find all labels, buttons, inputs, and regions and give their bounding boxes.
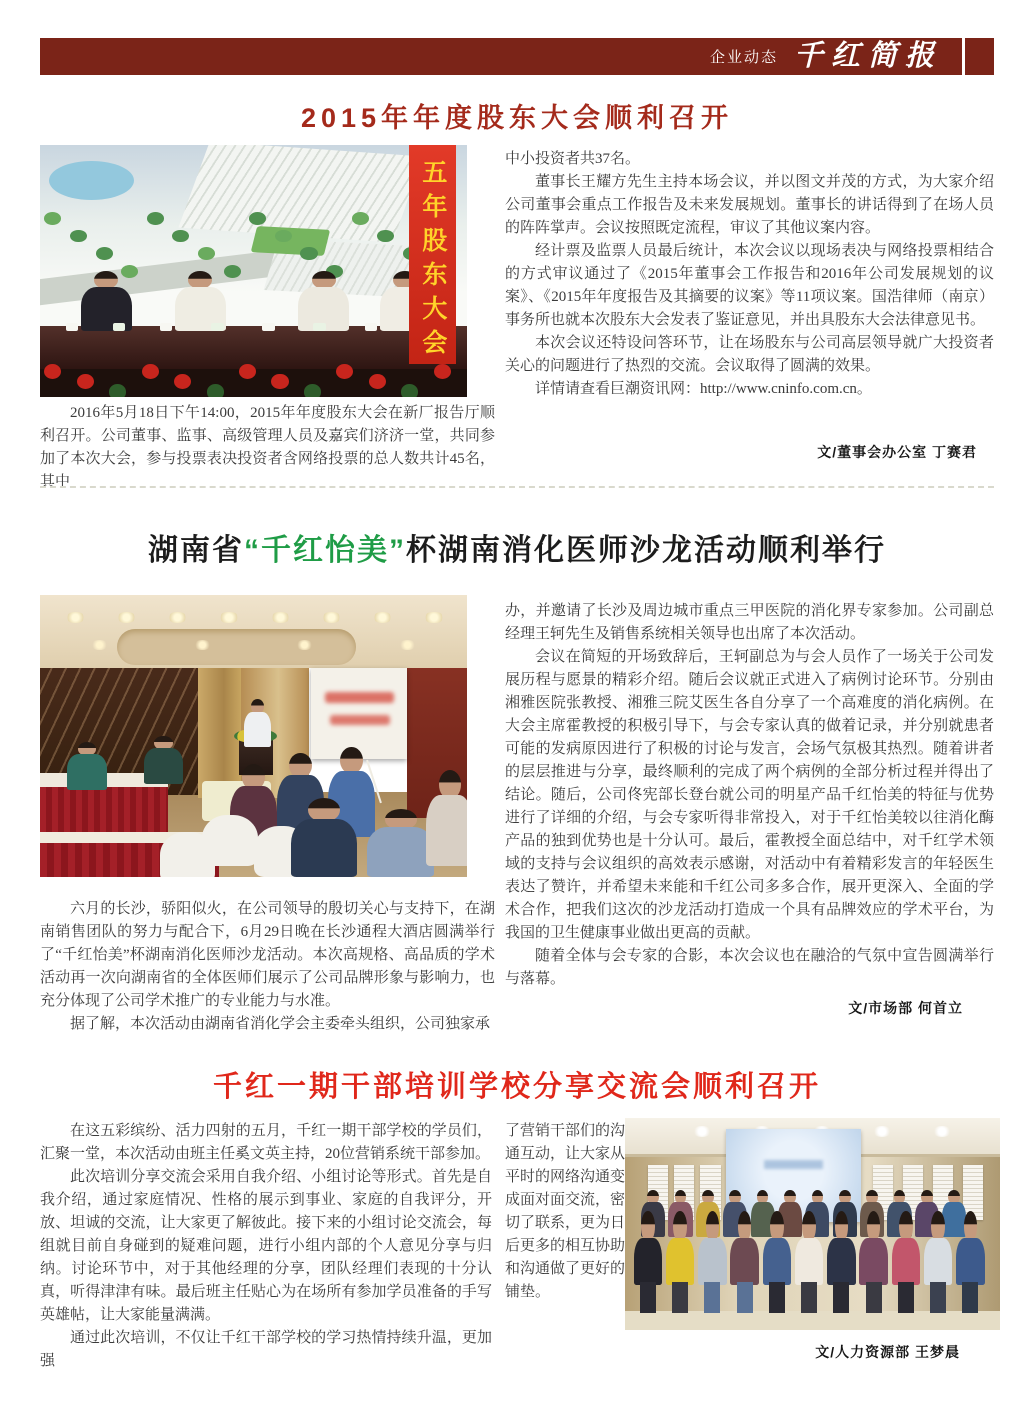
paragraph: 六月的长沙，骄阳似火，在公司领导的殷切关心与支持下，在湖南销售团队的努力与配合下，6月29日晚在长沙通程大酒店圆满举行了“千红怡美”杯湖南消化医师沙龙活动。本次高规格、高品质的学术活动再一次向湖南省的全体医师们展示了公司品牌形象与影响力，也充分体现了公司学术推广的专业能力与水准。 [40, 901, 495, 1009]
paragraph: 在这五彩缤纷、活力四射的五月，千红一期干部学校的学员们，汇聚一堂，本次活动由班主任奚文英主持，20位营销系统干部参加。 [40, 1123, 492, 1162]
person-legs [930, 1282, 946, 1313]
person-torso [634, 1238, 662, 1285]
paragraph: 会议在简短的开场致辞后，王轲副总为与会人员作了一场关于公司发展历程与愿景的精彩介绍。随后会议就正式进入了病例讨论环节。分别由湘雅医院张教授、湘雅三院艾医生各自分享了一个高难度的消化病例。在大会主席霍教授的积极引导下，与会专家认真的做着记录，并分别就患者可能的发病原因进行了积极的讨论与发言，会场气氛极其热烈。随着讲者的层层推进与分享，最终顺利的完成了两个病例的全部分析过程并得出了结论。随后，公司佟宪部长登台就公司的明星产品千红怡美的特征与优势进行了详细的介绍，与会专家听得非常投入，对于千红怡美较以往消化酶产品的独到优势也是十分认可。最后，霍教授全面总结中，对千红学术领域的支持与会议组织的高效表示感谢，对活动中有着精彩发言的年轻医生表达了赞许，并希望未来能和千红公司多多合作，展开更深入、全面的学术合作，把我们这次的沙龙活动打造成一个具有品牌效应的学术平台，为我国的卫生健康事业做出更高的贡献。 [505, 649, 994, 941]
paragraph: 据了解，本次活动由湖南省消化学会主委牵头组织，公司独家承 [70, 1016, 491, 1032]
person-legs [801, 1282, 817, 1313]
person-legs [962, 1282, 978, 1313]
article1-right-column [505, 148, 994, 401]
person-torso [892, 1238, 920, 1285]
article3-byline: 文/人力资源部 王梦晨 [815, 1344, 960, 1360]
photo-person [794, 1211, 825, 1313]
photo1-flower-row [40, 145, 467, 397]
person-legs [833, 1282, 849, 1313]
flower-dot [77, 374, 94, 389]
photo1-red-banner [409, 145, 456, 364]
person-torso [426, 795, 467, 866]
article3-title: 千红一期干部培训学校分享交流会顺利召开 [212, 1071, 821, 1103]
flower-dot [109, 384, 126, 397]
photo-person [762, 1211, 793, 1313]
person-legs [769, 1282, 785, 1313]
flower-dot [207, 384, 224, 397]
flower-dot [336, 364, 353, 379]
paragraph: 通过此次培训，不仅让千红干部学校的学习热情持续升温，更加强 [40, 1330, 492, 1369]
person-torso [763, 1238, 791, 1285]
person-legs [737, 1282, 753, 1313]
chair-cover [160, 832, 216, 877]
person-legs [704, 1282, 720, 1313]
flower-dot [174, 374, 191, 389]
header-bar-end-divider [962, 38, 965, 75]
person-torso [666, 1238, 694, 1285]
header-section-label: 企业动态 [709, 49, 778, 66]
article2-title-prefix: 湖南省 [148, 534, 244, 567]
paragraph: 办，并邀请了长沙及周边城市重点三甲医院的消化界专家参加。公司副总经理王轲先生及销售系统相关领导也出席了本次活动。 [505, 603, 994, 642]
section-divider [40, 486, 994, 488]
article2-byline: 文/市场部 何首立 [848, 1000, 963, 1016]
flower-dot [44, 364, 61, 379]
photo-person [955, 1211, 986, 1313]
photo-person [288, 798, 361, 877]
person-legs [866, 1282, 882, 1313]
paragraph: 2016年5月18日下午14:00，2015年年度股东大会在新厂报告厅顺利召开。公司董事、监事、高级管理人员及嘉宾们济济一堂，共同参加了本次大会，参与投票表决投资者含网络投票的总人数共计45名，其中 [40, 405, 495, 490]
person-torso [859, 1238, 887, 1285]
photo-person [697, 1211, 728, 1313]
photo-person [858, 1211, 889, 1313]
person-torso [698, 1238, 726, 1285]
person-torso [827, 1238, 855, 1285]
paragraph: 本次会议还特设问答环节，让在场股东与公司高层领导就广大投资者关心的问题进行了热烈的交流。会议取得了圆满的效果。 [505, 335, 994, 374]
header-brand-title: 千红简报 [793, 40, 942, 72]
flower-dot [401, 384, 418, 397]
person-legs [898, 1282, 914, 1313]
person-torso [67, 754, 106, 789]
flower-dot [271, 374, 288, 389]
flower-dot [142, 364, 159, 379]
photo-person [665, 1211, 696, 1313]
photo1-banner-text: 五年股东大会 [418, 159, 447, 363]
article2-title-highlight: “千红怡美” [244, 534, 406, 567]
article1-left-column [40, 402, 495, 494]
article1-title: 2015年年度股东大会顺利召开 [300, 103, 734, 133]
photo-person [826, 1211, 857, 1313]
photo3-group-people [625, 1118, 1000, 1330]
article2-right-column [505, 600, 994, 991]
header-bar [40, 38, 994, 75]
article2-left-column [40, 898, 495, 1036]
paragraph: 董事长王耀方先生主持本场会议，并以图文并茂的方式，为大家介绍公司董事会重点工作报告及未来发展规划。董事长的讲话得到了在场人员的阵阵掌声。会议按照既定流程，审议了其他议案内容。 [505, 174, 994, 236]
photo2-audience [40, 595, 467, 877]
person-torso [730, 1238, 758, 1285]
paragraph: 此次培训分享交流会采用自我介绍、小组讨论等形式。首先是自我介绍，通过家庭情况、性格的展示到事业、家庭的自我评分，开放、坦诚的交流，让大家更了解彼此。接下来的小组讨论交流会，每组就目前自身碰到的疑难问题，进行小组内部的个人意见分享与归纳。讨论环节中，对于其他经理的分享，团队经理们表现的十分认真，听得津津有味。最后班主任贴心为在场所有参加学员准备的手写英雄帖，让大家能量满满。 [40, 1169, 492, 1323]
photo-person [66, 742, 109, 790]
article1-byline: 文/董事会办公室 丁赛君 [817, 444, 977, 460]
person-torso [144, 748, 183, 783]
article2-photo-salon-meeting [40, 595, 467, 877]
article2-title [40, 525, 994, 569]
person-torso [291, 819, 358, 877]
flower-dot [239, 364, 256, 379]
paragraph: 中小投资者共37名。 [505, 151, 641, 167]
photo-person [891, 1211, 922, 1313]
paragraph: 详情请查看巨潮资讯网：http://www.cninfo.com.cn。 [535, 381, 872, 397]
photo-person [424, 770, 467, 866]
paragraph: 经计票及监票人员最后统计，本次会议以现场表决与网络投票相结合的方式审议通过了《2015年董事会工作报告和2016年公司发展规划的议案》、《2015年年度报告及其摘要的议案》等11项议案。国浩律师（南京）事务所也就本次股东大会发表了鉴证意见，并出具股东大会法律意见书。 [505, 243, 994, 328]
person-torso [956, 1238, 984, 1285]
article3-photo-group-photo [625, 1118, 1000, 1330]
article2-title-suffix: 杯湖南消化医师沙龙活动顺利举行 [406, 534, 886, 567]
person-torso [924, 1238, 952, 1285]
article3-left-column [40, 1120, 492, 1373]
photo-person [729, 1211, 760, 1313]
flower-dot [304, 384, 321, 397]
person-torso [795, 1238, 823, 1285]
flower-dot [434, 364, 451, 379]
paragraph: 了营销干部们的沟通互动，让大家从平时的网络沟通变成面对面交流，密切了联系，更为日后更多的相互协助和沟通做了更好的铺垫。 [505, 1123, 626, 1300]
article3-middle-column [505, 1120, 625, 1304]
paragraph: 随着全体与会专家的合影，本次会议也在融洽的气氛中宣告圆满举行与落幕。 [505, 948, 994, 987]
person-legs [640, 1282, 656, 1313]
flower-dot [369, 374, 386, 389]
person-torso [244, 712, 271, 747]
photo-person [633, 1211, 664, 1313]
photo-person [923, 1211, 954, 1313]
person-legs [672, 1282, 688, 1313]
article1-photo-shareholders-meeting [40, 145, 467, 397]
photo-person [243, 699, 273, 747]
photo-person [142, 736, 185, 784]
